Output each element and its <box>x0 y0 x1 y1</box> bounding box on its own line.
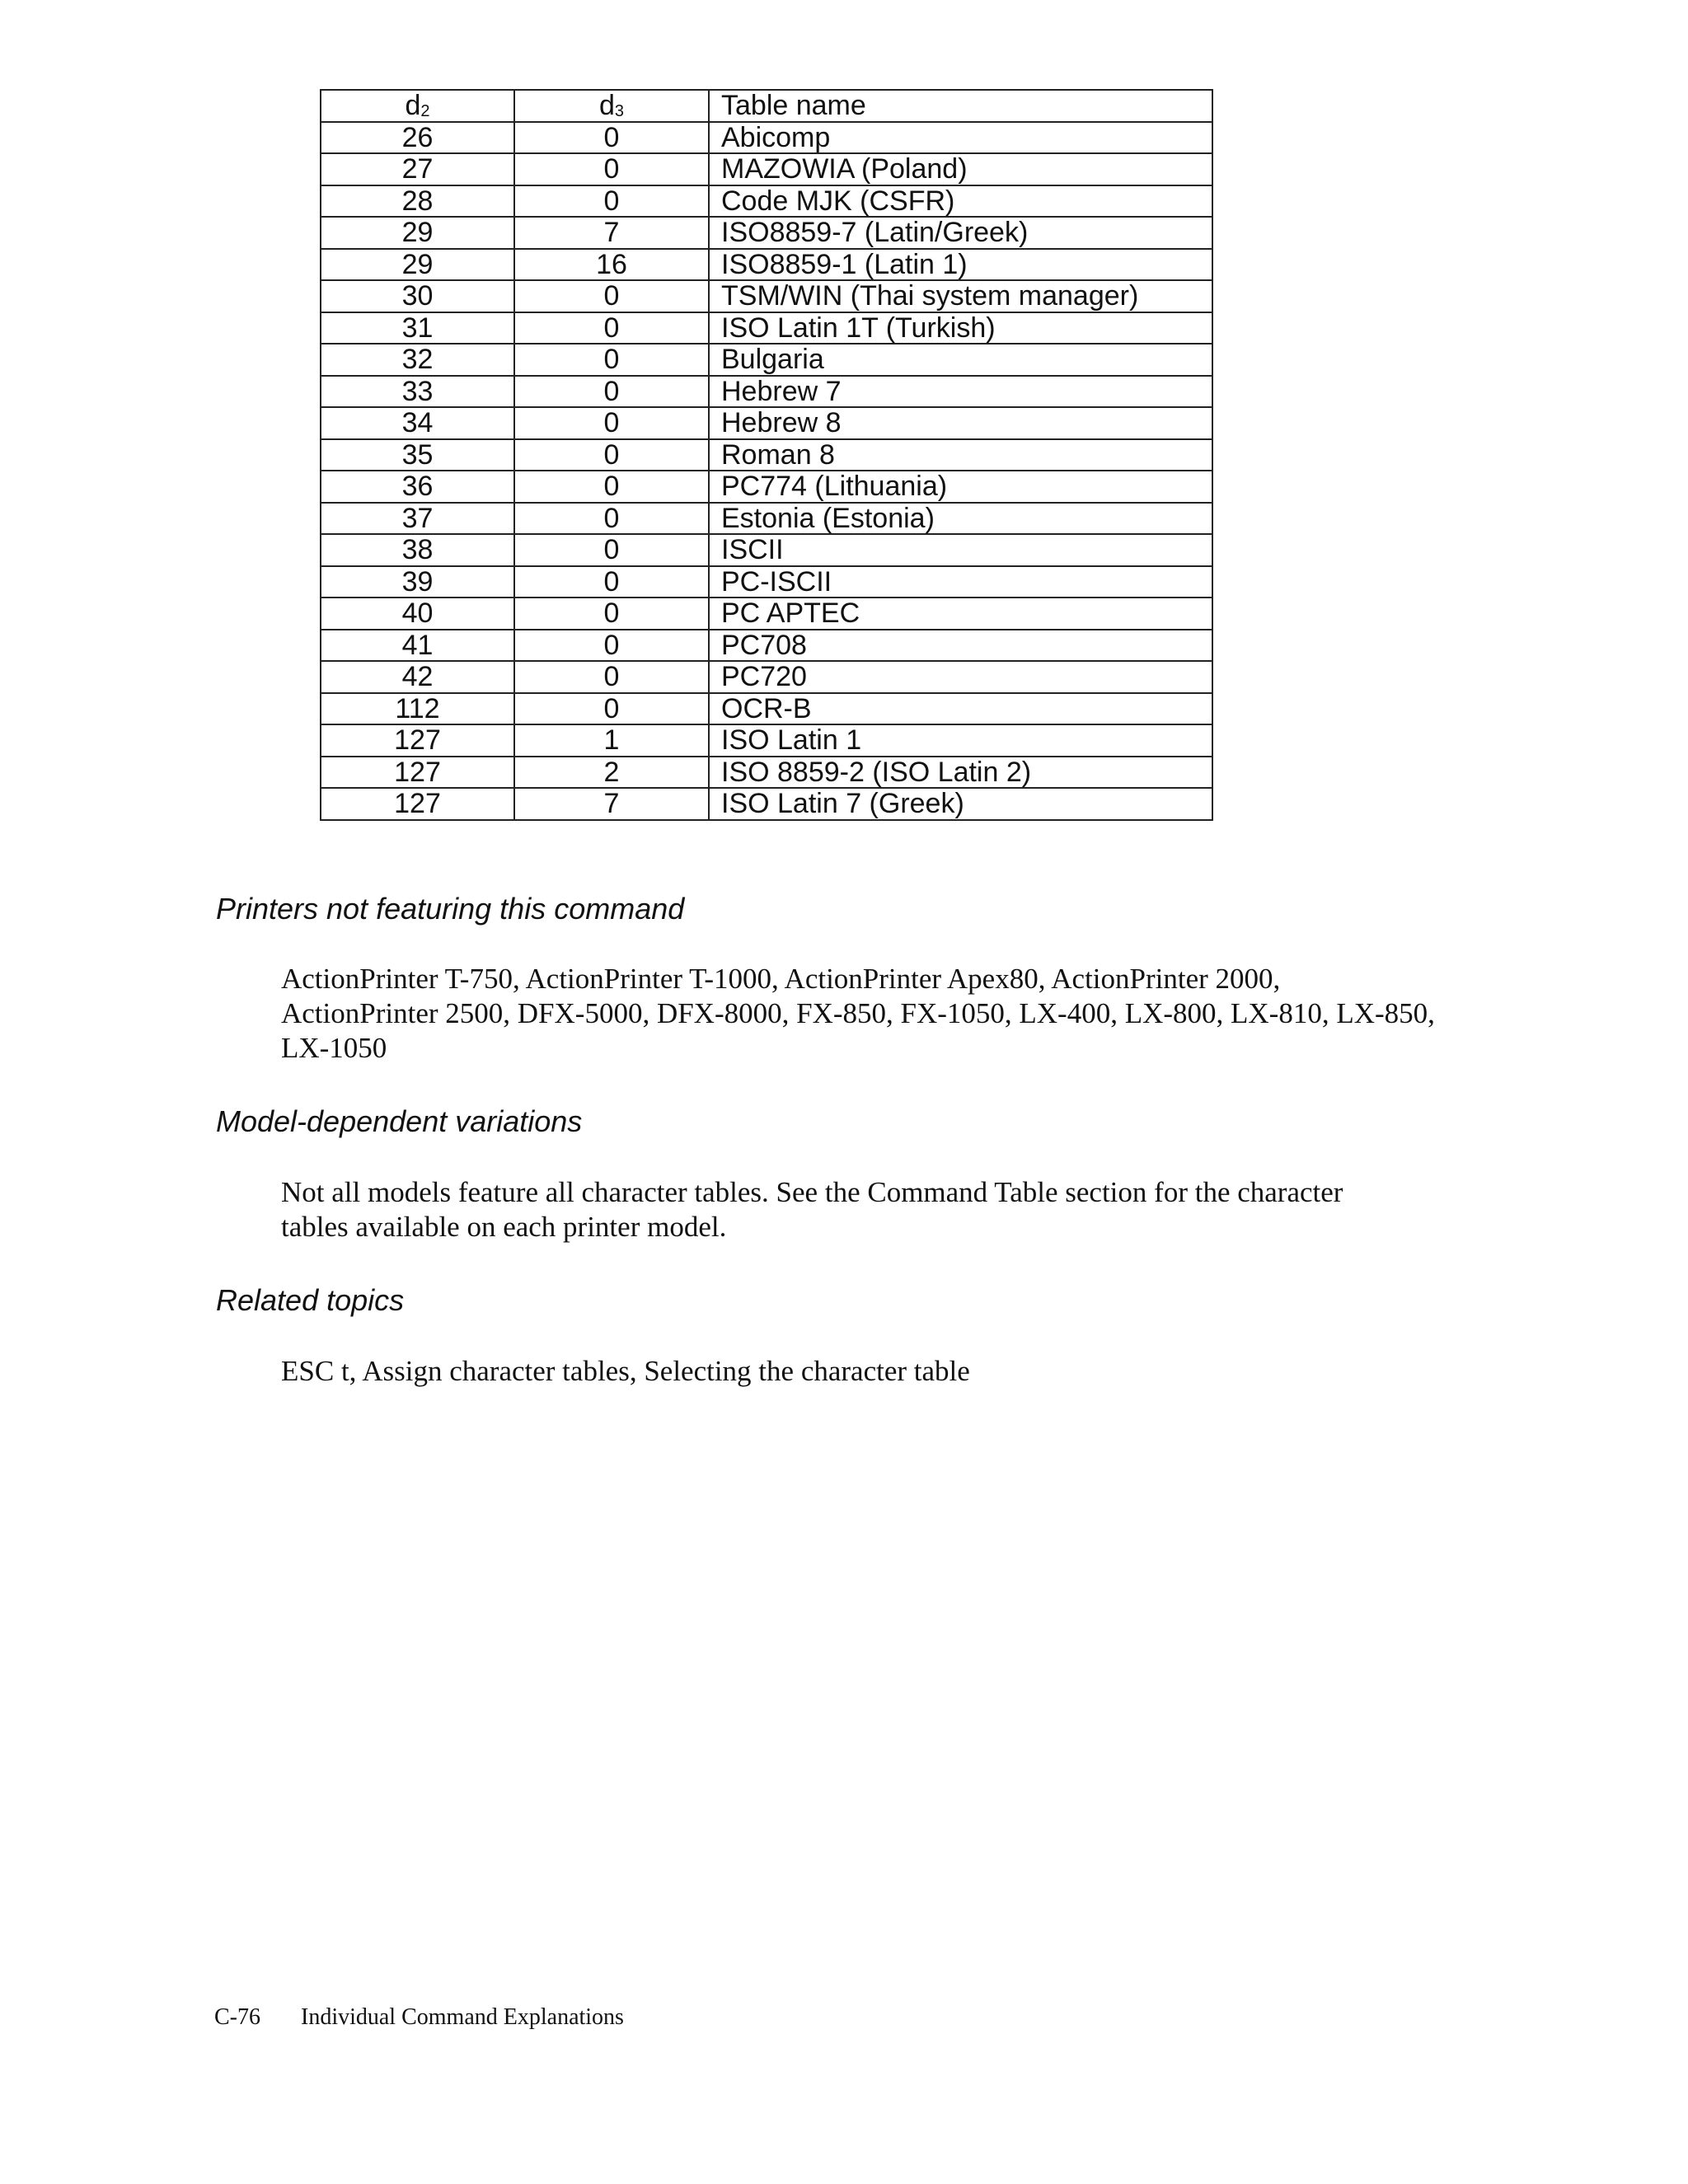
table-row <box>321 693 1212 725</box>
table-row <box>321 185 1212 218</box>
footer-title: Individual Command Explanations <box>301 2004 624 2030</box>
d3-cell: 0 <box>514 693 709 725</box>
body-line: Not all models feature all character tables. See the Command Table section for the character <box>281 1176 1343 1208</box>
d2-cell: 35 <box>321 439 514 471</box>
d2-cell: 112 <box>321 693 514 725</box>
d2-cell: 37 <box>321 503 514 535</box>
d3-cell: 0 <box>514 661 709 693</box>
d2-cell: 29 <box>321 217 514 249</box>
body-line: ActionPrinter 2500, DFX-5000, DFX-8000, FX-850, FX-1050, LX-400, LX-800, LX-810, LX-850, <box>281 997 1435 1029</box>
column-header-d3: $d_3$ <box>514 90 709 122</box>
body-line: ActionPrinter T-750, ActionPrinter T-1000, ActionPrinter Apex80, ActionPrinter 2000, <box>281 963 1281 995</box>
table-name-cell: TSM/WIN (Thai system manager) <box>709 280 1212 312</box>
table-name-cell: Estonia (Estonia) <box>709 503 1212 535</box>
table-row <box>321 630 1212 662</box>
section-heading-printers-not-featuring: Printers not featuring this command <box>216 892 685 926</box>
d3-cell: 0 <box>514 344 709 376</box>
d3-cell: 0 <box>514 407 709 439</box>
table-name-cell: Roman 8 <box>709 439 1212 471</box>
d3-cell: 7 <box>514 788 709 820</box>
table-header-row <box>321 90 1212 122</box>
d2-cell: 26 <box>321 122 514 154</box>
d2-cell: 127 <box>321 788 514 820</box>
d2-cell: 27 <box>321 153 514 185</box>
table-name-cell: ISO 8859-2 (ISO Latin 2) <box>709 757 1212 789</box>
table-name-cell: ISCII <box>709 534 1212 566</box>
table-name-cell: PC720 <box>709 661 1212 693</box>
d2-cell: 41 <box>321 630 514 662</box>
table-name-cell: OCR-B <box>709 693 1212 725</box>
character-table-list <box>320 89 1213 821</box>
d3-cell: 0 <box>514 153 709 185</box>
table-row <box>321 757 1212 789</box>
table-row <box>321 153 1212 185</box>
table-name-cell: PC774 (Lithuania) <box>709 471 1212 503</box>
d3-cell: 0 <box>514 312 709 344</box>
d2-cell: 38 <box>321 534 514 566</box>
body-line: LX-1050 <box>281 1032 387 1064</box>
table-row <box>321 788 1212 820</box>
table-row <box>321 503 1212 535</box>
table-row <box>321 407 1212 439</box>
table-name-cell: ISO Latin 1 <box>709 724 1212 757</box>
d3-cell: 2 <box>514 757 709 789</box>
table-row <box>321 376 1212 408</box>
table-name-cell: MAZOWIA (Poland) <box>709 153 1212 185</box>
body-line: tables available on each printer model. <box>281 1211 727 1243</box>
table-row <box>321 471 1212 503</box>
column-header-table-name: Table name <box>709 90 1212 122</box>
table-name-cell: PC708 <box>709 630 1212 662</box>
section-heading-model-dependent: Model-dependent variations <box>216 1104 583 1138</box>
d3-cell: 0 <box>514 503 709 535</box>
table-name-cell: ISO Latin 7 (Greek) <box>709 788 1212 820</box>
d2-cell: 30 <box>321 280 514 312</box>
d2-cell: 32 <box>321 344 514 376</box>
d3-cell: 0 <box>514 280 709 312</box>
table-row <box>321 217 1212 249</box>
page-number: C-76 <box>214 2004 260 2030</box>
d2-cell: 29 <box>321 249 514 281</box>
d3-cell: 0 <box>514 598 709 630</box>
d2-cell: 31 <box>321 312 514 344</box>
d2-cell: 40 <box>321 598 514 630</box>
table-row <box>321 598 1212 630</box>
table-row <box>321 439 1212 471</box>
d3-cell: 0 <box>514 376 709 408</box>
section-body-model-dependent <box>281 1175 1451 1244</box>
d2-cell: 36 <box>321 471 514 503</box>
body-line: ESC t, Assign character tables, Selecting the character table <box>281 1355 970 1387</box>
page-footer <box>214 2004 624 2031</box>
column-header-d2: $d_2$ <box>321 90 514 122</box>
table-name-cell: Abicomp <box>709 122 1212 154</box>
d2-cell: 42 <box>321 661 514 693</box>
table-row <box>321 566 1212 598</box>
d3-cell: 7 <box>514 217 709 249</box>
d2-cell: 127 <box>321 757 514 789</box>
d2-cell: 39 <box>321 566 514 598</box>
section-body-related-topics <box>281 1354 1451 1389</box>
d3-cell: 0 <box>514 534 709 566</box>
table-name-cell: Code MJK (CSFR) <box>709 185 1212 218</box>
table-name-cell: PC-ISCII <box>709 566 1212 598</box>
table-row <box>321 122 1212 154</box>
d3-cell: 16 <box>514 249 709 281</box>
table-name-cell: Hebrew 8 <box>709 407 1212 439</box>
table-name-cell: Hebrew 7 <box>709 376 1212 408</box>
d3-cell: 0 <box>514 122 709 154</box>
table-name-cell: Bulgaria <box>709 344 1212 376</box>
d3-cell: 0 <box>514 630 709 662</box>
d2-cell: 127 <box>321 724 514 757</box>
d3-cell: 1 <box>514 724 709 757</box>
section-heading-related-topics: Related topics <box>216 1283 405 1317</box>
table-body <box>321 122 1212 820</box>
table-name-cell: ISO8859-1 (Latin 1) <box>709 249 1212 281</box>
table-row <box>321 344 1212 376</box>
table-row <box>321 312 1212 344</box>
table-row <box>321 661 1212 693</box>
table-row <box>321 249 1212 281</box>
d3-cell: 0 <box>514 566 709 598</box>
table-row <box>321 280 1212 312</box>
d2-cell: 34 <box>321 407 514 439</box>
d3-cell: 0 <box>514 471 709 503</box>
d2-cell: 33 <box>321 376 514 408</box>
d2-cell: 28 <box>321 185 514 218</box>
table-row <box>321 724 1212 757</box>
d3-cell: 0 <box>514 185 709 218</box>
table-row <box>321 534 1212 566</box>
table-name-cell: ISO Latin 1T (Turkish) <box>709 312 1212 344</box>
table-name-cell: ISO8859-7 (Latin/Greek) <box>709 217 1212 249</box>
table-name-cell: PC APTEC <box>709 598 1212 630</box>
section-body-printers-not-featuring <box>281 962 1451 1066</box>
d3-cell: 0 <box>514 439 709 471</box>
